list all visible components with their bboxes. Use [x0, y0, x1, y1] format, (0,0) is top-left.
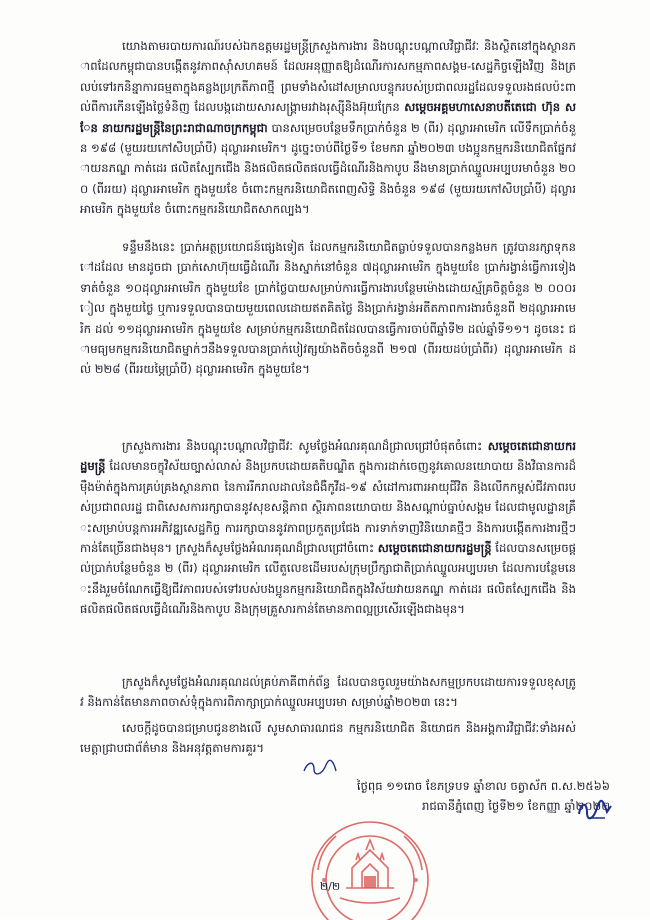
paragraph-3 [80, 436, 576, 620]
handwritten-initial-mark [300, 757, 340, 777]
paragraph-3-rest: ដែលមានចក្ខុវិស័យច្បាស់លាស់ និងប្រកបដោយគតិបណ្ឌិត ក្នុងការដាក់ចេញនូវគោលនយោបាយ និងវិធានការដ៏ម៉ឺងម៉ាត់ក្នុងការគ្រប់គ្រងស្ថានភាព នៃការរីករាលដាលនៃជំងឺកូវីដ-១៩ សំដៅការពារអាយុជីវិត និងលើកកម្ពស់ជីវភាពរបស់ប្រជាពលរដ្ឋ ជាពិសេសការរក្សាបាននូវសុខសន្តិភាព ស្ថិរភាពនយោបាយ និងសណ្តាប់ធ្នាប់សង្គម ដែលជាមូលដ្ឋានគ្រឹះសម្រាប់បន្តការអភិវឌ្ឍសេដ្ឋកិច្ច ការរក្សាបាននូវភាពប្រកួតប្រជែង ការទាក់ទាញវិនិយោគថ្មីៗ និងការបង្កើតការងារថ្មីៗកាន់តែច្រើនជាងមុន។ ក្រសួងក៏សូមថ្លែងអំណរគុណដ៏ជ្រាលជ្រៅចំពោះ [80, 459, 576, 556]
paragraph-3-bold-title: សម្តេចតេជោនាយករដ្ឋមន្ត្រី [80, 439, 576, 474]
paragraph-4-text: ក្រសួងក៏សូមថ្លែងអំណរគុណដល់គ្រប់ភាគីពាក់ព័ន្ធ ដែលបានចូលរួមយ៉ាងសកម្មប្រកបដោយការទទួលខុសត្រូវ និងកាន់តែមានភាពចាស់ទុំក្នុងការពិភាក្សាប្រាក់ឈ្នួលអប្បបរមា សម្រាប់ឆ្នាំ២០២៣ នេះ។ [80, 675, 576, 710]
paragraph-2 [80, 237, 576, 380]
paragraph-block-4 [80, 672, 576, 714]
paragraph-1 [80, 36, 576, 220]
paragraph-1-text: យោងតាមរបាយការណ៍របស់ឯកឧត្តមរដ្ឋមន្ត្រីក្រសួងការងារ និងបណ្តុះបណ្តាលវិជ្ជាជីវៈ និងស្ថិតនៅក្នុងស្ថានភាពដែលកម្ពុជាបានបង្កើតនូវភាពស៊ាំសហគមន៍ ដែលអនុញ្ញាតឱ្យដំណើរការសកម្មភាពសង្គម-សេដ្ឋកិច្ចឡើងវិញ និងត្រលប់ទៅរកនិន្នាការធម្មតាក្នុងគន្លងប្រក្រតីភាពថ្មី ព្រមទាំងសំដៅសម្រាលបន្ទុករបស់ប្រជាពលរដ្ឋដែលទទួលរងផលប៉ះពាល់ពីការកើនឡើងថ្លៃទំនិញ ដែលបង្កដោយសារសង្គ្រាមរវាងរុស្ស៊ីនិងអ៊ុយក្រែន [80, 39, 576, 115]
date-solar: រាជធានីភ្នំពេញ ថ្ងៃទី២១ ខែកញ្ញា ឆ្នាំ២០២២ [421, 799, 610, 813]
paragraph-block-2 [80, 237, 576, 441]
paragraph-2-text: ទន្ទឹមនឹងនេះ ប្រាក់អត្ថប្រយោជន៍ផ្សេងទៀត ដែលកម្មករនិយោជិតធ្លាប់ទទួលបានកន្លងមក ត្រូវបានរក្សាទុកនៅដដែល មានដូចជា ប្រាក់សោហ៊ុយធ្វើដំណើរ និងស្នាក់នៅចំនួន ៧ដុល្លារអាមេរិក ក្នុងមួយខែ ប្រាក់រង្វាន់ធ្វើការទៀងទាត់ចំនួន ១០ដុល្លារអាមេរិក ក្នុងមួយខែ ប្រាក់ថ្លៃបាយសម្រាប់ការធ្វើការងារបន្ថែមម៉ោងដោយស្ម័គ្រចិត្តចំនួន ២ ០០០រៀល ក្នុងមួយថ្ងៃ ឬការទទួលបានបាយមួយពេលដោយឥតគិតថ្លៃ និងប្រាក់រង្វាន់អតីតភាពការងារចំនួនពី ២ដុល្លារអាមេរិក ដល់ ១១ដុល្លារអាមេរិក ក្នុងមួយខែ សម្រាប់កម្មករនិយោជិតដែលបានធ្វើការចាប់ពីឆ្នាំទី២ ដល់ឆ្នាំទី១១។ ដូចនេះ ជាមធ្យមកម្មករនិយោជិតម្នាក់ៗនឹងទទួលបានប្រាក់បៀវត្សយ៉ាងតិចចំនួនពី ២១៧ (ពីររយដប់ប្រាំពីរ) ដុល្លារអាមេរិក ដល់ ២២៨ (ពីររយម្ភៃប្រាំបី) ដុល្លារអាមេរិក ក្នុងមួយខែ។ [80, 240, 576, 377]
paragraph-5-text: សេចក្តីដូចបានជម្រាបជូនខាងលើ សូមសាធារណជន កម្មករនិយោជិត និយោជក និងអង្គការវិជ្ជាជីវៈទាំងអស់ មេត្តាជ្រាបជាព័ត៌មាន និងអនុវត្តតាមការគួរ។ [80, 721, 576, 756]
official-seal [300, 810, 440, 920]
signature-mark [575, 796, 615, 824]
paragraph-5 [80, 718, 576, 759]
paragraph-3-rest-2: ដែលបានសម្រេចផ្តល់ប្រាក់បន្ថែមចំនួន ២ (ពីរ) ដុល្លារអាមេរិក លើតួលេខដើមរបស់ក្រុមប្រឹក្សាជាតិប្រាក់ឈ្នួលអប្បបរមា ដែលការបន្ថែមនេះនឹងរួមចំណែកធ្វើឱ្យជីវភាពរបស់ទៅរបស់បងប្អូនកម្មករនិយោជិតក្នុងវិស័យវាយនភណ្ឌ កាត់ដេរ ផលិតស្បែកជើង និងផលិតផលិតផលធ្វើដំណើរនិងកាបូប និងក្រុមគ្រួសារកាន់តែមានភាពល្អប្រសើរឡើងជាងមុន។ [80, 541, 576, 617]
paragraph-block-3 [80, 436, 576, 660]
paragraph-block-1 [80, 36, 576, 236]
paragraph-3-text: ក្រសួងការងារ និងបណ្តុះបណ្តាលវិជ្ជាជីវៈ សូមថ្លែងអំណរគុណដ៏ជ្រាលជ្រៅបំផុតចំពោះ [122, 439, 483, 453]
paragraph-1-bold-title: សម្តេចអគ្គមហាសេនាបតីតេជោ ហ៊ុន សែន នាយករដ្ឋមន្ត្រីនៃព្រះរាជាណាចក្រកម្ពុជា [80, 100, 576, 135]
paragraph-3-bold-title-2: សម្តេចតេជោនាយករដ្ឋមន្ត្រី [377, 541, 492, 556]
page-number: ២/២ [319, 880, 341, 893]
paragraph-1-rest: បានសម្រេចបន្ថែមទឹកប្រាក់ចំនួន ២ (ពីរ) ដុល្លារអាមេរិក លើទឹកប្រាក់ចំនួន ១៩៨ (មួយរយកៅសិបប្រាំបី) ដុល្លារអាមេរិក។ ដូច្នេះចាប់ពីថ្ងៃទី១ ខែមករា ឆ្នាំ២០២៣ បងប្អូនកម្មករនិយោជិតផ្នែកវាយនភណ្ឌ កាត់ដេរ ផលិតស្បែកជើង និងផលិតផលិតផលធ្វើដំណើរនិងកាបូប នឹងមានប្រាក់ឈ្នួលអប្បបរមាចំនួន ២០០ (ពីររយ) ដុល្លារអាមេរិក ក្នុងមួយខែ ចំពោះកម្មករនិយោជិតពេញសិទ្ធិ និងចំនួន ១៩៨ (មួយរយកៅសិបប្រាំបី) ដុល្លារអាមេរិក ក្នុងមួយខែ ចំពោះកម្មករនិយោជិតសាកល្បង។ [80, 120, 576, 217]
paragraph-4 [80, 672, 576, 713]
date-lunar: ថ្ងៃពុធ ១១រោច ខែភទ្របទ ឆ្នាំខាល ចត្វាស័ក ព.ស.២៥៦៦ [356, 779, 610, 793]
paragraph-block-5 [80, 718, 576, 760]
